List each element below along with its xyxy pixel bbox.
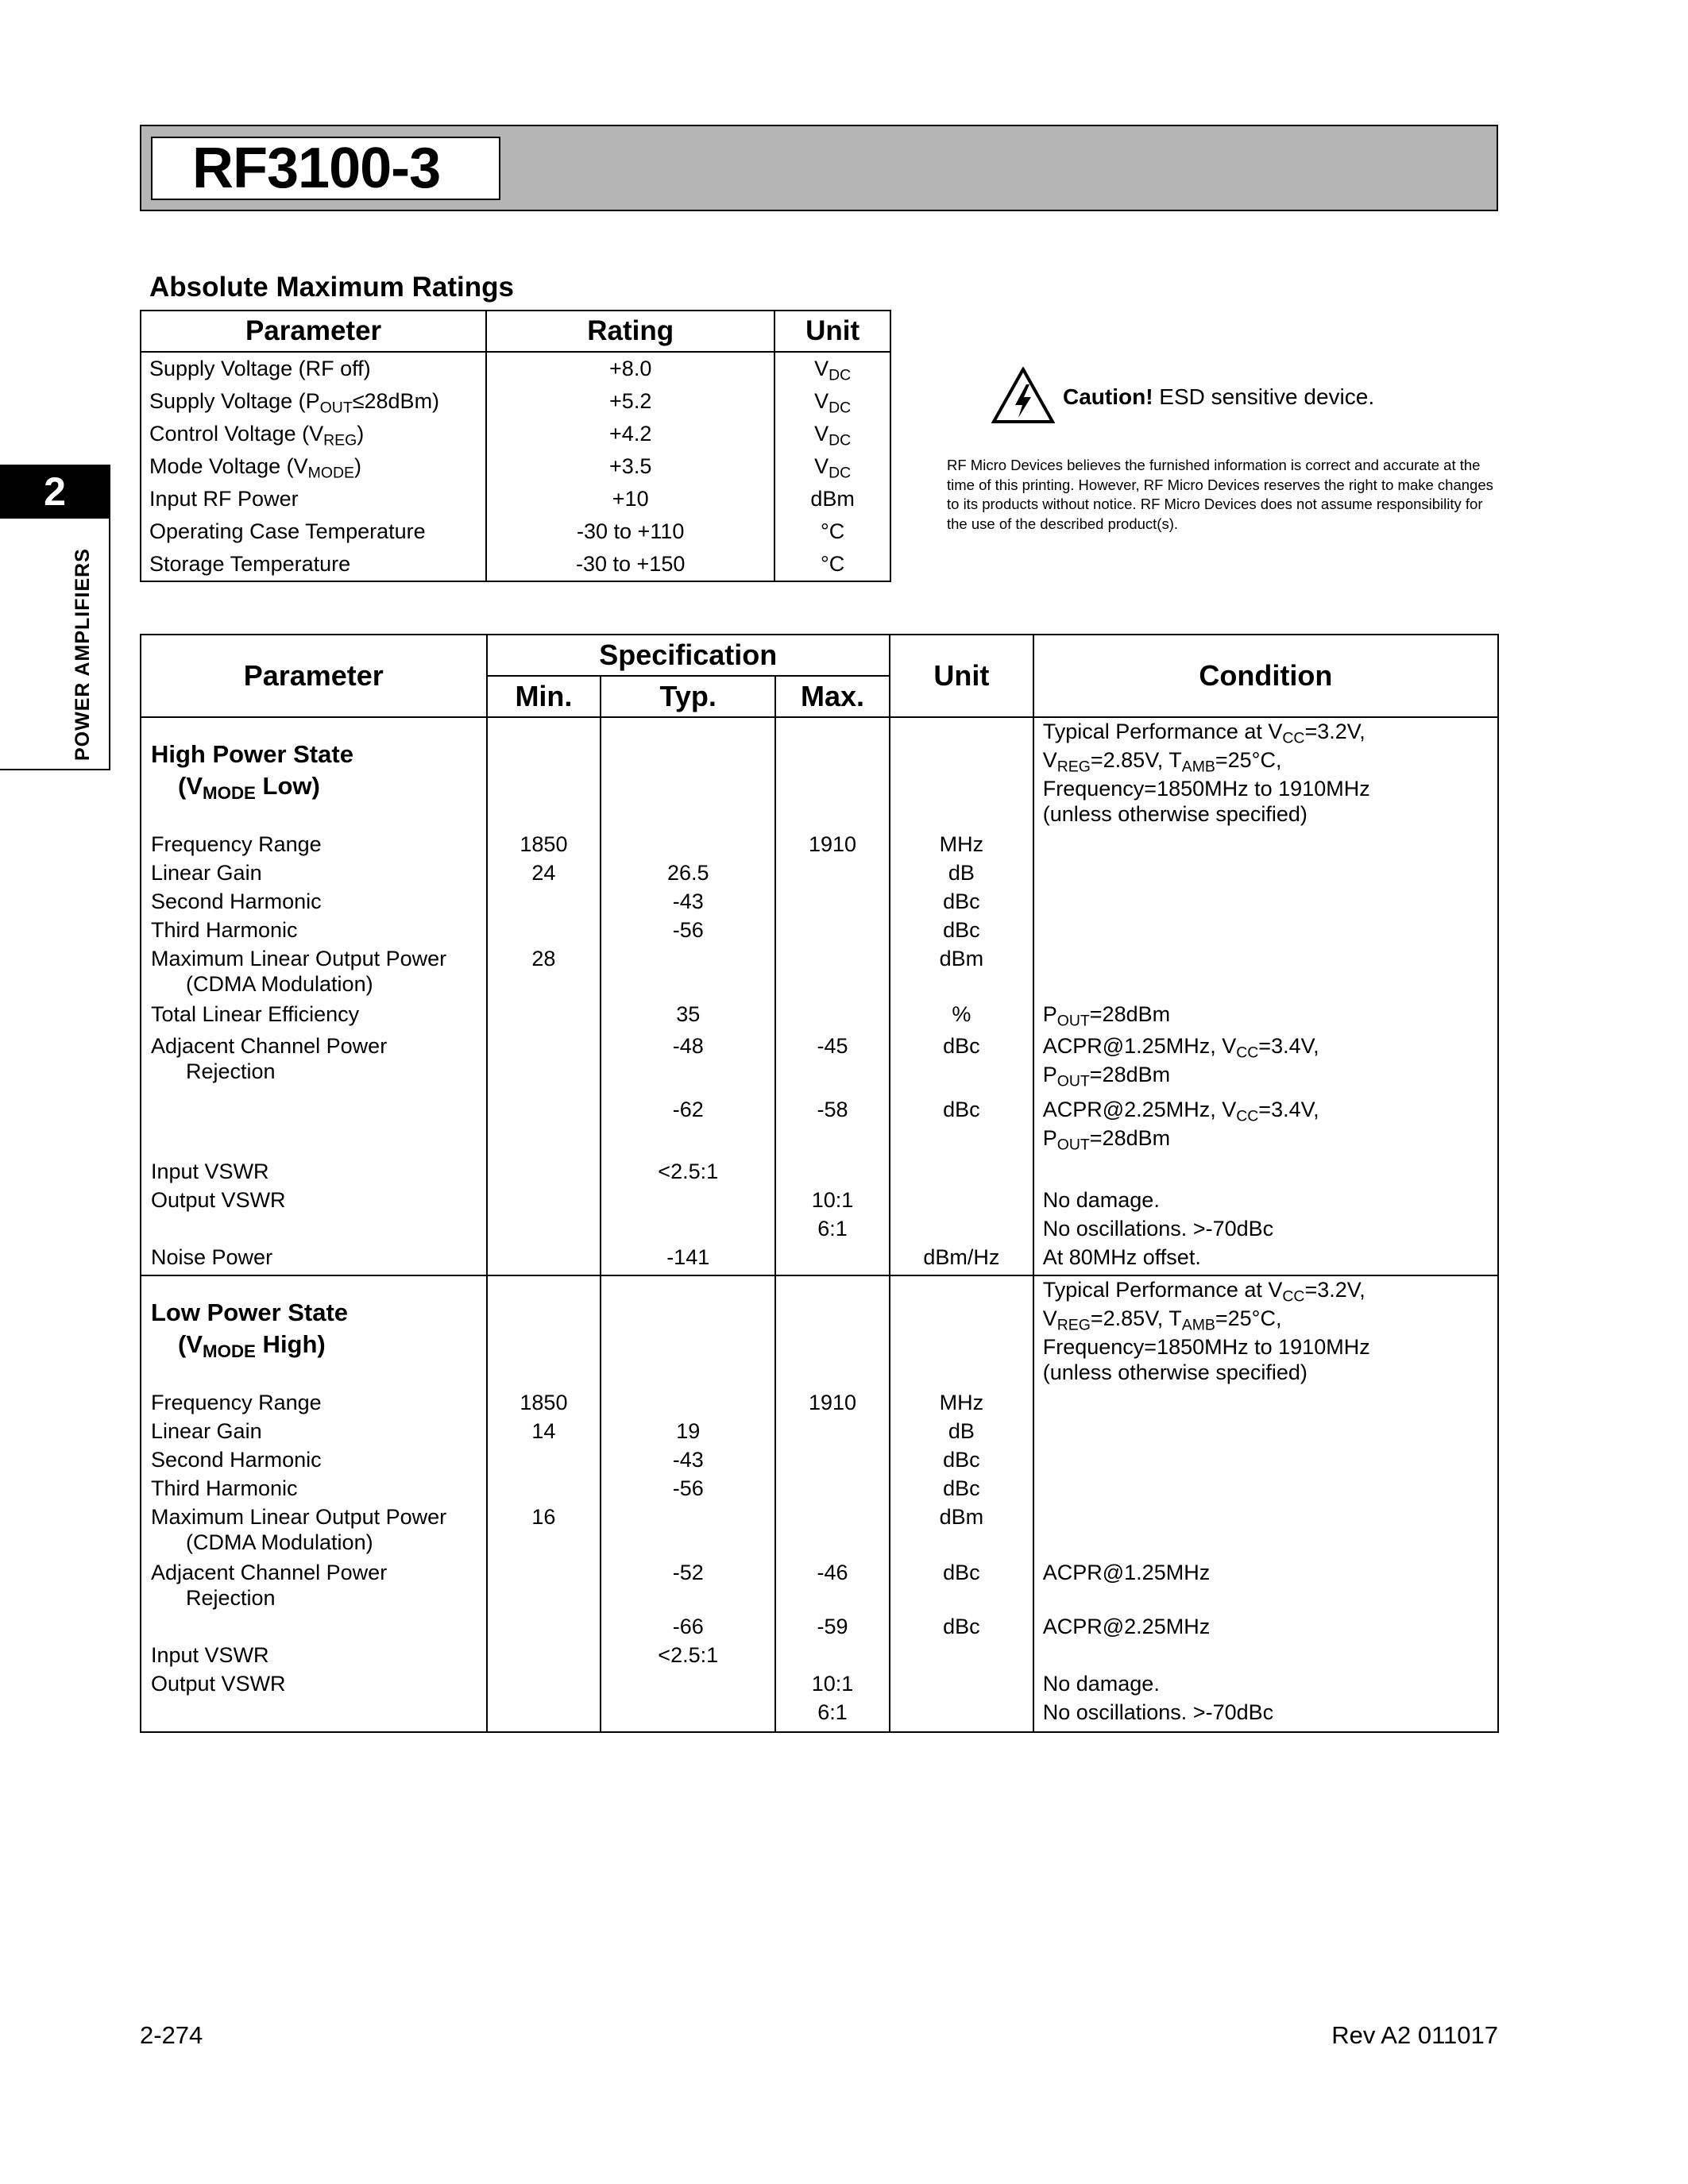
- rating-cell: +8.0: [486, 352, 774, 385]
- param-label: Maximum Linear Output Power: [151, 1505, 447, 1529]
- param-label: Noise Power: [151, 1245, 273, 1269]
- param-label: Input VSWR: [151, 1160, 269, 1183]
- param-label: Frequency Range: [151, 1391, 322, 1414]
- param-label: Linear Gain: [151, 861, 262, 885]
- param-label: Third Harmonic: [151, 1476, 298, 1500]
- typ-value: 26.5: [666, 861, 709, 885]
- typ-column: [601, 1275, 775, 1732]
- param-label: Maximum Linear Output Power: [151, 947, 447, 970]
- unit-cell: $V_{DC}$: [774, 450, 890, 483]
- unit-value: dBc: [943, 1615, 980, 1638]
- min-value: 28: [531, 947, 556, 970]
- unit-cell: °C: [774, 548, 890, 581]
- typ-value: -141: [666, 1245, 710, 1269]
- condition-text: At 80MHz offset.: [1042, 1245, 1201, 1269]
- min-column: [487, 1275, 601, 1732]
- typ-value: -66: [672, 1615, 704, 1638]
- max-value: -58: [817, 1098, 848, 1121]
- condition-text: (unless otherwise specified): [1042, 1360, 1308, 1384]
- condition-text: Frequency=1850MHz to 1910MHz: [1042, 1335, 1370, 1359]
- column-header-condition: Condition: [1033, 635, 1498, 717]
- rating-cell: +10: [486, 483, 774, 515]
- param-label: Output VSWR: [151, 1672, 286, 1696]
- unit-value: dBc: [943, 1561, 980, 1584]
- unit-column: [890, 1275, 1033, 1732]
- param-label: Adjacent Channel Power: [151, 1034, 388, 1058]
- typ-column: [601, 717, 775, 1275]
- param-cell: Control Voltage $(V_{REG})$: [141, 418, 486, 450]
- typ-value: 19: [676, 1419, 701, 1443]
- param-label: Output VSWR: [151, 1188, 286, 1212]
- condition-text: No damage.: [1042, 1672, 1160, 1696]
- typ-value: -52: [672, 1561, 704, 1584]
- rating-cell: -30 to +110: [486, 515, 774, 548]
- disclaimer-text: RF Micro Devices believes the furnished information is correct and accurate at the time of this printing. However, RF Micro Devices reserves the right to make changes to its products without notice. RF Micro Devices does not assume responsibility for the use of the described product(s).: [947, 457, 1493, 532]
- param-cell: Storage Temperature: [141, 548, 486, 581]
- condition-text: $V_{REG}=2.85V$, $T_{AMB}=25^\circ C$,: [1042, 748, 1282, 776]
- unit-value: dBc: [943, 1034, 980, 1058]
- typ-value: -56: [672, 918, 704, 942]
- condition-text: No oscillations. >-70dBc: [1042, 1217, 1274, 1241]
- param-cell: Supply Voltage (RF off): [141, 352, 486, 385]
- condition-text: Typical Performance at $V_{CC}=3.2V$,: [1042, 720, 1365, 747]
- condition-text: $P_{OUT}=28dBm$: [1042, 1002, 1171, 1030]
- section-subtitle: ($V_{MODE}$ Low): [178, 772, 320, 804]
- param-cell: Input RF Power: [141, 483, 486, 515]
- max-value: -46: [817, 1561, 848, 1584]
- section-subtitle: ($V_{MODE}$ High): [178, 1330, 326, 1362]
- condition-text: Typical Performance at $V_{CC}=3.2V$,: [1042, 1278, 1365, 1306]
- column-header-typ: Typ.: [601, 676, 775, 717]
- max-column: [775, 717, 890, 1275]
- typ-value: -43: [672, 889, 704, 913]
- condition-column: [1033, 717, 1498, 1275]
- param-label: Rejection: [186, 1059, 276, 1083]
- unit-value: dBm/Hz: [923, 1245, 1000, 1269]
- table-row: [141, 515, 890, 548]
- condition-text: $V_{REG}=2.85V$, $T_{AMB}=25^\circ C$,: [1042, 1306, 1282, 1334]
- section-low-power: [141, 1275, 1498, 1732]
- min-value: 1850: [520, 1391, 568, 1414]
- min-value: 24: [531, 861, 556, 885]
- unit-cell: °C: [774, 515, 890, 548]
- max-value: 6:1: [817, 1217, 848, 1241]
- unit-value: dBm: [939, 947, 984, 970]
- param-column: [141, 717, 487, 1275]
- condition-text: ACPR@2.25MHz: [1042, 1615, 1211, 1638]
- condition-text: $P_{OUT}=28dBm$: [1042, 1126, 1171, 1154]
- max-column: [775, 1275, 890, 1732]
- condition-column: [1033, 1275, 1498, 1732]
- caution-text: Caution! ESD sensitive device.: [1063, 384, 1375, 409]
- column-header-parameter: Parameter: [141, 635, 487, 717]
- typ-value: -56: [672, 1476, 704, 1500]
- unit-cell: $V_{DC}$: [774, 352, 890, 385]
- section-high-power: [141, 717, 1498, 1275]
- table-header-row: [141, 311, 890, 352]
- param-cell: Supply Voltage $(P_{OUT}\le 28dBm)$: [141, 385, 486, 418]
- side-tab-border: [0, 769, 110, 770]
- unit-value: MHz: [939, 832, 984, 856]
- side-tab-border: [109, 465, 110, 770]
- min-value: 1850: [520, 832, 568, 856]
- unit-value: dBc: [943, 1448, 980, 1472]
- condition-text: Frequency=1850MHz to 1910MHz: [1042, 777, 1370, 801]
- max-value: 1910: [808, 1391, 857, 1414]
- table-row: [141, 548, 890, 581]
- condition-text: ACPR@2.25MHz, $V_{CC}=3.4V$,: [1042, 1098, 1319, 1125]
- column-header-min: Min.: [487, 676, 601, 717]
- param-label: Frequency Range: [151, 832, 322, 856]
- unit-value: dB: [948, 861, 975, 885]
- min-value: 16: [531, 1505, 556, 1529]
- condition-text: ACPR@1.25MHz, $V_{CC}=3.4V$,: [1042, 1034, 1319, 1062]
- esd-warning-icon: [991, 367, 1055, 424]
- table-row: [141, 418, 890, 450]
- section-title: High Power State: [151, 740, 353, 768]
- unit-value: dBc: [943, 918, 980, 942]
- min-value: 14: [531, 1419, 556, 1443]
- param-label: (CDMA Modulation): [186, 972, 373, 996]
- param-label: Rejection: [186, 1586, 276, 1610]
- param-label: Adjacent Channel Power: [151, 1561, 388, 1584]
- param-column: [141, 1275, 487, 1732]
- table-header-row: [141, 635, 1498, 676]
- condition-text: $P_{OUT}=28dBm$: [1042, 1063, 1171, 1090]
- table-row: [141, 450, 890, 483]
- param-cell: Operating Case Temperature: [141, 515, 486, 548]
- section-label: POWER AMPLIFIERS: [71, 548, 94, 761]
- spec-table: [140, 634, 1499, 1733]
- revision-label: Rev A2 011017: [1331, 2021, 1498, 2049]
- typ-value: 35: [676, 1002, 701, 1026]
- page-number: 2-274: [140, 2021, 203, 2049]
- unit-value: %: [952, 1002, 971, 1026]
- max-value: 10:1: [811, 1188, 854, 1212]
- condition-text: No oscillations. >-70dBc: [1042, 1700, 1274, 1724]
- column-header: Parameter: [141, 311, 486, 352]
- param-label: Third Harmonic: [151, 918, 298, 942]
- rating-cell: +4.2: [486, 418, 774, 450]
- unit-value: MHz: [939, 1391, 984, 1414]
- rating-cell: +5.2: [486, 385, 774, 418]
- rating-cell: +3.5: [486, 450, 774, 483]
- max-value: 10:1: [811, 1672, 854, 1696]
- typ-value: -62: [672, 1098, 704, 1121]
- unit-cell: $V_{DC}$: [774, 385, 890, 418]
- unit-value: dBm: [939, 1505, 984, 1529]
- typ-value: -48: [672, 1034, 704, 1058]
- condition-text: ACPR@1.25MHz: [1042, 1561, 1211, 1584]
- param-label: Input VSWR: [151, 1643, 269, 1667]
- unit-cell: $V_{DC}$: [774, 418, 890, 450]
- typ-value: <2.5:1: [658, 1643, 719, 1667]
- unit-value: dBc: [943, 1098, 980, 1121]
- column-header: Unit: [774, 311, 890, 352]
- column-header-max: Max.: [775, 676, 890, 717]
- column-header-specification: Specification: [487, 635, 890, 676]
- unit-value: dBc: [943, 1476, 980, 1500]
- table-row: [141, 483, 890, 515]
- param-label: Total Linear Efficiency: [151, 1002, 360, 1026]
- unit-cell: dBm: [774, 483, 890, 515]
- typ-value: -43: [672, 1448, 704, 1472]
- min-column: [487, 717, 601, 1275]
- unit-value: dB: [948, 1419, 975, 1443]
- max-value: -45: [817, 1034, 848, 1058]
- param-label: Second Harmonic: [151, 889, 322, 913]
- max-value: 1910: [808, 832, 857, 856]
- condition-text: (unless otherwise specified): [1042, 802, 1308, 826]
- column-header: Rating: [486, 311, 774, 352]
- abs-max-title: Absolute Maximum Ratings: [149, 272, 514, 303]
- table-row: [141, 352, 890, 385]
- section-number-tab: 2: [0, 465, 110, 519]
- param-label: Linear Gain: [151, 1419, 262, 1443]
- abs-max-table: [140, 310, 891, 582]
- unit-column: [890, 717, 1033, 1275]
- condition-text: No damage.: [1042, 1188, 1160, 1212]
- max-value: 6:1: [817, 1700, 848, 1724]
- max-value: -59: [817, 1615, 848, 1638]
- param-label: Second Harmonic: [151, 1448, 322, 1472]
- param-label: (CDMA Modulation): [186, 1530, 373, 1554]
- typ-value: <2.5:1: [658, 1160, 719, 1183]
- table-row: [141, 385, 890, 418]
- param-cell: Mode Voltage $(V_{MODE})$: [141, 450, 486, 483]
- unit-value: dBc: [943, 889, 980, 913]
- section-title: Low Power State: [151, 1298, 349, 1326]
- rating-cell: -30 to +150: [486, 548, 774, 581]
- page-title: RF3100-3: [151, 137, 500, 200]
- column-header-unit: Unit: [890, 635, 1033, 717]
